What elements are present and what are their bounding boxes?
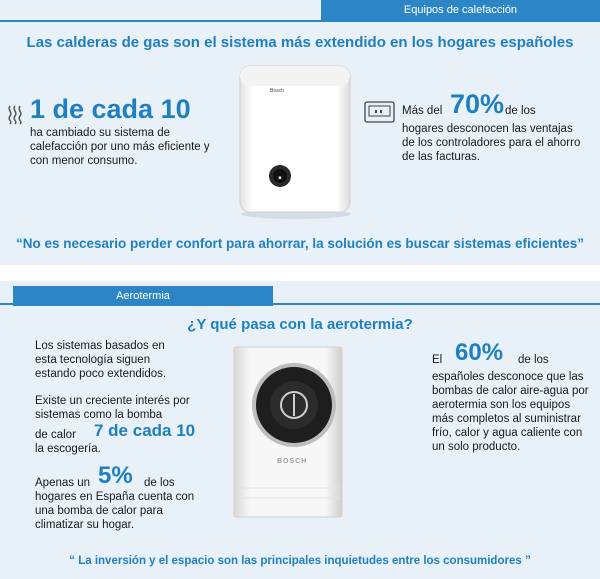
- heating-headline: Las calderas de gas son el sistema más extendido en los hogares españoles: [26, 34, 574, 51]
- stat-five-suffix: de los: [144, 477, 175, 489]
- stat-one-in-ten: 1 de cada 10: [30, 94, 191, 124]
- aero-block-interest-suffix: la escogería.: [35, 443, 101, 455]
- stat-seventy-prefix: Más del: [402, 105, 443, 117]
- svg-text:▪: ▪: [278, 175, 282, 181]
- stat-seventy-suffix: de los: [505, 105, 536, 117]
- stat-sixty-percent: 60%: [455, 339, 504, 366]
- stat-five-percent: 5%: [98, 462, 133, 489]
- stat-one-in-ten-text: ha cambiado su sistema de calefacción por uno más eficiente y con menor consumo.: [30, 127, 210, 167]
- section-divider: [0, 20, 600, 22]
- heat-pump-brand: BOSCH: [277, 458, 308, 465]
- stat-seven-in-ten: 7 de cada 10: [94, 421, 196, 440]
- aero-block-extension: Los sistemas basados en esta tecnología siguen estando poco extendidos.: [35, 340, 167, 380]
- tab-aerothermy: Aerotermia: [13, 286, 273, 306]
- tab-heating-equipment: Equipos de calefacción: [321, 0, 600, 20]
- aerothermy-headline: ¿Y qué pasa con la aerotermia?: [187, 316, 413, 333]
- heat-pump-image: [228, 343, 348, 523]
- stat-five-text: hogares en España cuenta con una bomba de calor para climatizar su hogar.: [35, 491, 195, 531]
- stat-seventy-percent: 70%: [450, 89, 505, 119]
- stat-sixty-text: españoles desconoce que las bombas de calor aire-agua por aerotermia son los equipos más completos al suministrar frío, calor y agua caliente con un solo producto.: [432, 371, 589, 453]
- gas-boiler-image: [228, 60, 363, 220]
- boiler-brand: Bosch: [270, 88, 284, 94]
- thermostat-icon: [364, 101, 395, 123]
- aero-block-interest-prefix: de calor: [35, 429, 76, 441]
- aero-block-interest: Existe un creciente interés por sistemas como la bomba: [35, 395, 190, 421]
- stat-sixty-suffix: de los: [518, 354, 549, 366]
- heating-quote: “No es necesario perder confort para ahorrar, la solución es buscar sistemas eficientes”: [16, 236, 584, 251]
- stat-five-prefix: Apenas un: [35, 477, 90, 489]
- stat-sixty-prefix: El: [432, 354, 443, 366]
- heat-waves-icon: [7, 105, 23, 125]
- aerothermy-quote: “ La inversión y el espacio son las principales inquietudes entre los consumidores ”: [69, 555, 531, 567]
- stat-seventy-text: hogares desconocen las ventajas de los controladores para el ahorro de las facturas.: [402, 123, 581, 163]
